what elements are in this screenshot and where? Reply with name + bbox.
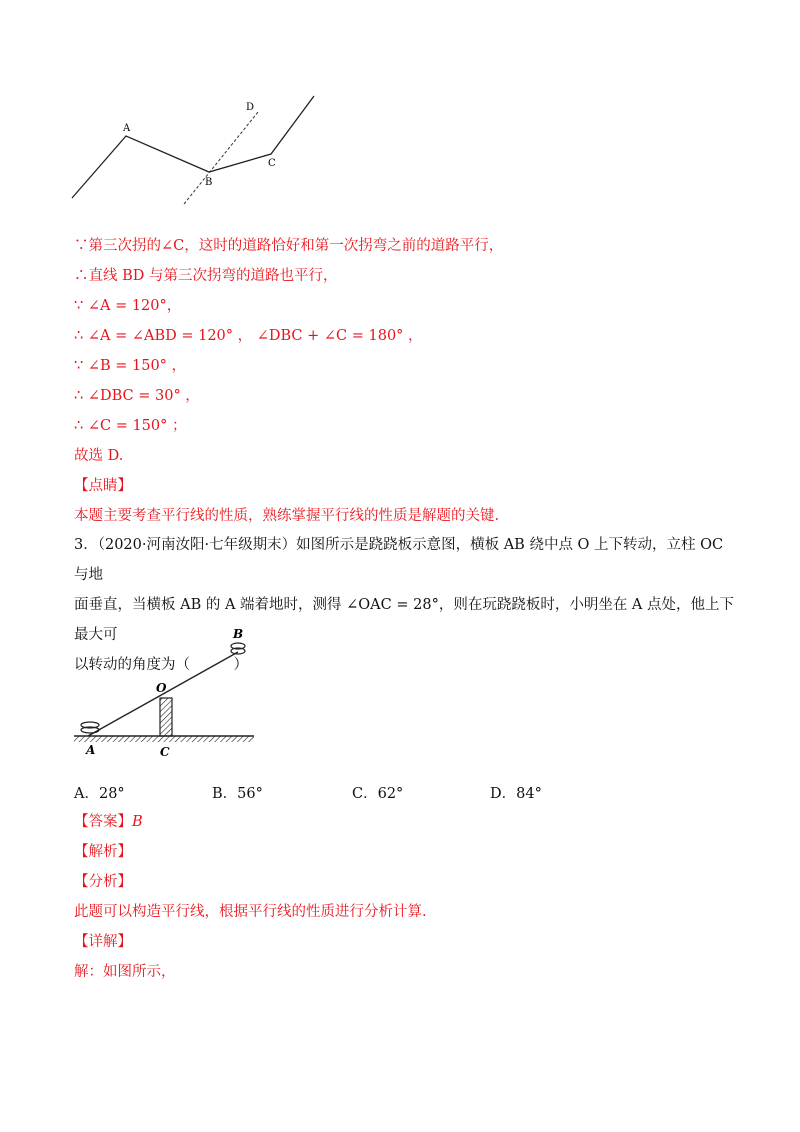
fenxi-heading: 【分析】: [74, 874, 132, 890]
detail-text: 解：如图所示，: [74, 964, 176, 980]
solution-line-1: ∵第三次拐的∠C，这时的道路恰好和第一次拐弯之前的道路平行，: [74, 238, 504, 254]
option-a-letter: A．: [74, 786, 99, 802]
option-b-value: 56°: [237, 786, 263, 802]
question-3-line-1: 3．（2020·河南汝阳·七年级期末）如图所示是跷跷板示意图，横板 AB 绕中点 O 上下转动，立柱 OC 与地: [74, 537, 724, 583]
answer-line: [74, 812, 143, 832]
pillar-oc: [160, 698, 172, 736]
solution-line-3: ∵ ∠A = 120°，: [74, 298, 182, 314]
comment-text: 本题主要考查平行线的性质，熟练掌握平行线的性质是解题的关键.: [74, 508, 500, 524]
option-d-letter: D．: [490, 786, 517, 802]
label-b: B: [205, 177, 213, 188]
label-o: O: [156, 681, 167, 695]
line-bd-dashed: [184, 112, 258, 204]
option-b[interactable]: [212, 782, 263, 803]
label-c: C: [268, 158, 276, 169]
option-d-value: 84°: [516, 786, 542, 802]
option-c[interactable]: [352, 782, 403, 803]
seesaw-figure: [72, 624, 262, 764]
solution-line-2: ∴直线 BD 与第三次拐弯的道路也平行，: [74, 268, 338, 284]
ground-hatch: [74, 736, 254, 742]
solution-line-5: ∵ ∠B = 150° ，: [74, 358, 187, 374]
question-3-line-2: 面垂直，当横板 AB 的 A 端着地时，测得 ∠OAC = 28°，则在玩跷跷板时，小明坐在 A 点处，他上下最大可: [74, 597, 735, 643]
answer-value: B: [132, 814, 143, 830]
solution-line-8: 故选 D.: [74, 448, 124, 464]
option-d[interactable]: [490, 782, 542, 803]
option-a-value: 28°: [98, 786, 125, 802]
label-a: A: [123, 123, 131, 134]
option-a[interactable]: [74, 782, 125, 803]
fenxi-text: 此题可以构造平行线，根据平行线的性质进行分析计算.: [74, 904, 427, 920]
solution-line-4: ∴ ∠A = ∠ABD = 120° ， ∠DBC + ∠C = 180° ，: [74, 328, 423, 344]
question-3-line-3: 以转动的角度为（ ）: [74, 657, 248, 673]
label-d: D: [246, 102, 255, 113]
detail-heading: 【详解】: [74, 934, 132, 950]
option-b-letter: B．: [212, 786, 238, 802]
label-c: C: [160, 745, 170, 759]
answer-heading: 【答案】: [74, 814, 132, 830]
road-turn-figure: [66, 92, 326, 210]
solution-line-7: ∴ ∠C = 150° ；: [74, 418, 187, 434]
analysis-heading: 【解析】: [74, 844, 132, 860]
road-path: [72, 96, 314, 198]
option-c-letter: C．: [352, 786, 378, 802]
solution-line-6: ∴ ∠DBC = 30° ，: [74, 388, 200, 404]
label-b: B: [233, 627, 244, 641]
comment-heading: 【点睛】: [74, 478, 132, 494]
option-c-value: 62°: [377, 786, 404, 802]
label-a: A: [86, 743, 96, 757]
